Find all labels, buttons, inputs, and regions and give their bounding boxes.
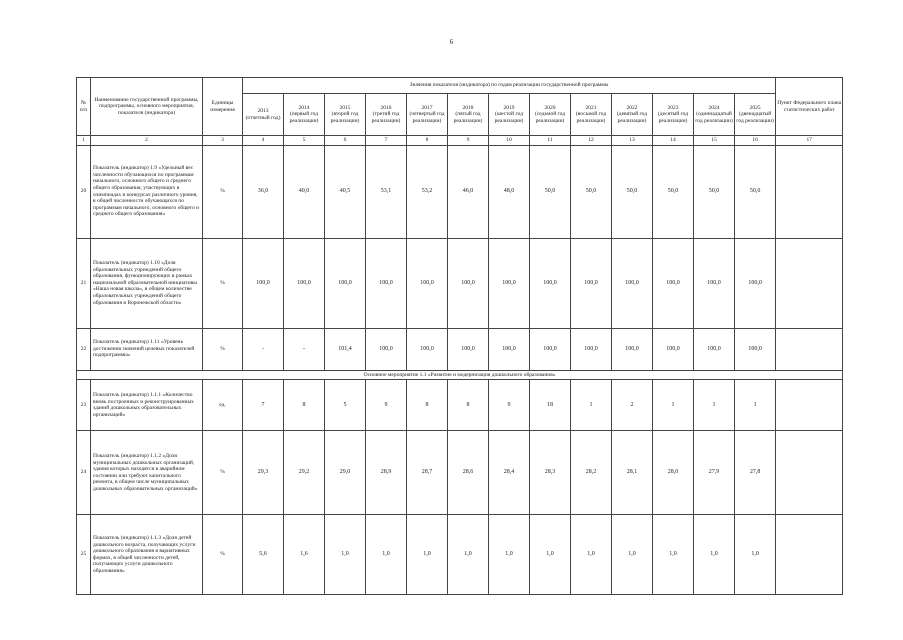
unit-cell: ед. xyxy=(203,380,243,431)
header-year-sub: (второй год реализации) xyxy=(330,111,360,124)
header-year-sub: (восьмой год реализации) xyxy=(575,111,607,124)
indicator-name: Показатель (индикатор) 1.1.1 «Количество вновь построенных и реконструированных зданий дошкольных образовательных организаций» xyxy=(91,380,203,431)
value-cell: 8 xyxy=(448,380,489,431)
header-year-2021 xyxy=(571,94,612,136)
page-number: 6 xyxy=(449,38,454,46)
value-cell: 100,0 xyxy=(448,328,489,370)
value-cell: 100,0 xyxy=(407,328,448,370)
column-number: 16 xyxy=(735,136,776,146)
column-number: 9 xyxy=(448,136,489,146)
value-cell: 100,0 xyxy=(653,328,694,370)
value-cell: 100,0 xyxy=(243,238,284,328)
indicator-rows-a xyxy=(77,145,843,370)
value-cell: 8 xyxy=(407,380,448,431)
header-group-row xyxy=(77,78,843,94)
value-cell: 40,0 xyxy=(284,145,325,238)
header-year-2019 xyxy=(489,94,530,136)
header-year-value: 2019 xyxy=(503,104,515,111)
column-number: 3 xyxy=(203,136,243,146)
header-year-value: 2015 xyxy=(339,104,351,111)
header-year-sub: (пятый год реализации) xyxy=(453,111,483,124)
header-year-value: 2014 xyxy=(298,104,310,111)
unit-cell: % xyxy=(203,328,243,370)
header-year-sub: (десятый год реализации) xyxy=(657,111,689,124)
header-year-value: 2018 xyxy=(462,104,474,111)
value-cell: 1 xyxy=(694,380,735,431)
section-title: Основное мероприятие 1.1 «Развитие и модернизация дошкольного образования» xyxy=(77,370,843,380)
header-year-2016 xyxy=(366,94,407,136)
value-cell: 27,9 xyxy=(694,431,735,515)
value-cell: 53,2 xyxy=(407,145,448,238)
indicator-name: Показатель (индикатор) 1.1.2 «Доля муниципальных дошкольных организаций, здания которых находятся в аварийном состоянии или требуют капитального ремонта, в общем числе муниципальных дошкольных образовательных организаций» xyxy=(91,431,203,515)
header-year-value: 2020 xyxy=(544,104,556,111)
header-unit: Единицы измерения xyxy=(203,78,243,136)
header-year-value: 2025 xyxy=(749,104,761,111)
unit-cell: % xyxy=(203,431,243,515)
column-number: 17 xyxy=(776,136,843,146)
column-number: 2 xyxy=(91,136,203,146)
column-number: 13 xyxy=(612,136,653,146)
unit-cell: % xyxy=(203,515,243,595)
column-number: 15 xyxy=(694,136,735,146)
header-name: Наименование государственной программы, подпрограммы, основного мероприятия, показателя (индикатора) xyxy=(91,78,203,136)
value-cell: 100,0 xyxy=(694,238,735,328)
value-cell: 100,0 xyxy=(612,238,653,328)
value-cell: 100,0 xyxy=(489,328,530,370)
column-number: 8 xyxy=(407,136,448,146)
value-cell: 100,0 xyxy=(325,238,366,328)
header-year-2018 xyxy=(448,94,489,136)
value-cell: 28,2 xyxy=(571,431,612,515)
value-cell: 36,0 xyxy=(243,145,284,238)
value-cell: 28,0 xyxy=(653,431,694,515)
value-cell: 1,0 xyxy=(653,515,694,595)
value-cell: 1,0 xyxy=(694,515,735,595)
indicator-name: Показатель (индикатор) 1.9 «Удельный вес численности обучающихся по программам начального, основного общего и среднего общего образования, участвующих в олимпиадах и конкурсах различного уровня, в общей численности обучающихся по программам начального, основного общего и среднего общего образования» xyxy=(91,145,203,238)
header-year-sub: (шестой год реализации) xyxy=(494,111,524,124)
value-cell: - xyxy=(243,328,284,370)
header-year-value: 2024 xyxy=(708,104,720,111)
value-cell: 100,0 xyxy=(448,238,489,328)
value-cell: 50,0 xyxy=(653,145,694,238)
column-number: 11 xyxy=(530,136,571,146)
value-cell: 5,6 xyxy=(243,515,284,595)
value-cell: 53,1 xyxy=(366,145,407,238)
stat-cell xyxy=(776,380,843,431)
value-cell: 1,0 xyxy=(407,515,448,595)
value-cell: 8 xyxy=(284,380,325,431)
value-cell: 101,4 xyxy=(325,328,366,370)
value-cell: 1,6 xyxy=(284,515,325,595)
header-year-2024 xyxy=(694,94,735,136)
header-year-value: 2021 xyxy=(585,104,597,111)
header-year-sub: (седьмой год реализации) xyxy=(534,111,566,124)
value-cell: 1,0 xyxy=(448,515,489,595)
value-cell: 100,0 xyxy=(612,328,653,370)
header-year-sub: (четвертый год реализации) xyxy=(409,111,445,124)
indicator-name: Показатель (индикатор) 1.11 «Уровень достижения значений целевых показателей подпрограммы» xyxy=(91,328,203,370)
value-cell: 9 xyxy=(489,380,530,431)
indicator-name: Показатель (индикатор) 1.10 «Доля образовательных учреждений общего образования, функционирующих в рамках национальной образовательной инициативы «Наша новая школа», в общем количестве образовательных учреждений общего образования в Воронежской области» xyxy=(91,238,203,328)
value-cell: 1 xyxy=(653,380,694,431)
header-stat: Пункт Федерального плана статистических работ xyxy=(776,78,843,136)
value-cell: 50,0 xyxy=(694,145,735,238)
value-cell: 50,0 xyxy=(571,145,612,238)
value-cell: 100,0 xyxy=(571,328,612,370)
value-cell: 100,0 xyxy=(653,238,694,328)
value-cell: 100,0 xyxy=(366,328,407,370)
column-number: 12 xyxy=(571,136,612,146)
value-cell: 50,0 xyxy=(530,145,571,238)
value-cell: 1,0 xyxy=(366,515,407,595)
header-year-sub: (одиннадцатый год реализации) xyxy=(695,111,733,124)
value-cell: 48,0 xyxy=(489,145,530,238)
unit-cell: % xyxy=(203,145,243,238)
value-cell: 28,3 xyxy=(530,431,571,515)
value-cell: 100,0 xyxy=(407,238,448,328)
header-year-2025 xyxy=(735,94,776,136)
value-cell: 40,5 xyxy=(325,145,366,238)
table-row xyxy=(77,431,843,515)
header-year-value: 2013 xyxy=(257,107,269,114)
header-year-sub: (первый год реализации) xyxy=(289,111,319,124)
header-num: № п/п xyxy=(77,78,91,136)
value-cell: - xyxy=(284,328,325,370)
header-year-2017 xyxy=(407,94,448,136)
value-cell: 1,0 xyxy=(735,515,776,595)
header-year-value: 2023 xyxy=(667,104,679,111)
value-cell: 2 xyxy=(612,380,653,431)
header-year-sub: (третий год реализации) xyxy=(371,111,401,124)
value-cell: 28,1 xyxy=(612,431,653,515)
indicator-name: Показатель (индикатор) 1.1.3 «Доля детей дошкольного возраста, получающих услуги дошкольного образования в вариативных формах, в общей численности детей, получающих услуги дошкольного образования» xyxy=(91,515,203,595)
value-cell: 100,0 xyxy=(735,238,776,328)
table-row xyxy=(77,238,843,328)
value-cell: 1,0 xyxy=(612,515,653,595)
value-cell: 18 xyxy=(530,380,571,431)
value-cell: 100,0 xyxy=(530,238,571,328)
header-year-value: 2016 xyxy=(380,104,392,111)
column-number: 1 xyxy=(77,136,91,146)
value-cell: 27,8 xyxy=(735,431,776,515)
value-cell: 9 xyxy=(366,380,407,431)
header-year-sub: (двенадцатый год реализации) xyxy=(736,111,774,124)
value-cell: 29,0 xyxy=(325,431,366,515)
value-cell: 1,0 xyxy=(325,515,366,595)
header-year-2015 xyxy=(325,94,366,136)
header-year-2014 xyxy=(284,94,325,136)
header-year-2013 xyxy=(243,94,284,136)
row-number: 22 xyxy=(77,328,91,370)
value-cell: 28,7 xyxy=(407,431,448,515)
header-column-numbers-row xyxy=(77,136,843,146)
stat-cell xyxy=(776,431,843,515)
row-number: 20 xyxy=(77,145,91,238)
indicator-rows-b xyxy=(77,380,843,595)
value-cell: 100,0 xyxy=(284,238,325,328)
header-year-sub: (отчетный год) xyxy=(245,114,281,121)
stat-cell xyxy=(776,145,843,238)
column-number: 10 xyxy=(489,136,530,146)
row-number: 25 xyxy=(77,515,91,595)
value-cell: 7 xyxy=(243,380,284,431)
stat-cell xyxy=(776,238,843,328)
table-row xyxy=(77,328,843,370)
stat-cell xyxy=(776,328,843,370)
header-year-2022 xyxy=(612,94,653,136)
value-cell: 46,0 xyxy=(448,145,489,238)
indicator-table xyxy=(76,77,843,595)
header-values-group: Значения показателя (индикатора) по годам реализации государственной программы xyxy=(243,78,776,94)
header-year-value: 2022 xyxy=(626,104,638,111)
section-row xyxy=(77,370,843,380)
value-cell: 1,0 xyxy=(571,515,612,595)
row-number: 21 xyxy=(77,238,91,328)
value-cell: 100,0 xyxy=(694,328,735,370)
unit-cell: % xyxy=(203,238,243,328)
row-number: 23 xyxy=(77,380,91,431)
table-row xyxy=(77,380,843,431)
table-row xyxy=(77,145,843,238)
value-cell: 100,0 xyxy=(366,238,407,328)
column-number: 7 xyxy=(366,136,407,146)
value-cell: 1 xyxy=(735,380,776,431)
value-cell: 1,0 xyxy=(530,515,571,595)
value-cell: 28,9 xyxy=(366,431,407,515)
value-cell: 100,0 xyxy=(735,328,776,370)
value-cell: 100,0 xyxy=(530,328,571,370)
column-number: 14 xyxy=(653,136,694,146)
value-cell: 1,0 xyxy=(489,515,530,595)
value-cell: 100,0 xyxy=(571,238,612,328)
column-number: 6 xyxy=(325,136,366,146)
value-cell: 29,2 xyxy=(284,431,325,515)
value-cell: 50,0 xyxy=(735,145,776,238)
column-number: 4 xyxy=(243,136,284,146)
value-cell: 29,3 xyxy=(243,431,284,515)
header-year-2020 xyxy=(530,94,571,136)
value-cell: 1 xyxy=(571,380,612,431)
header-year-value: 2017 xyxy=(421,104,433,111)
value-cell: 100,0 xyxy=(489,238,530,328)
row-number: 24 xyxy=(77,431,91,515)
value-cell: 28,4 xyxy=(489,431,530,515)
column-number: 5 xyxy=(284,136,325,146)
table-row xyxy=(77,515,843,595)
header-year-2023 xyxy=(653,94,694,136)
value-cell: 50,0 xyxy=(612,145,653,238)
header-year-sub: (девятый год реализации) xyxy=(616,111,648,124)
value-cell: 5 xyxy=(325,380,366,431)
stat-cell xyxy=(776,515,843,595)
value-cell: 28,6 xyxy=(448,431,489,515)
